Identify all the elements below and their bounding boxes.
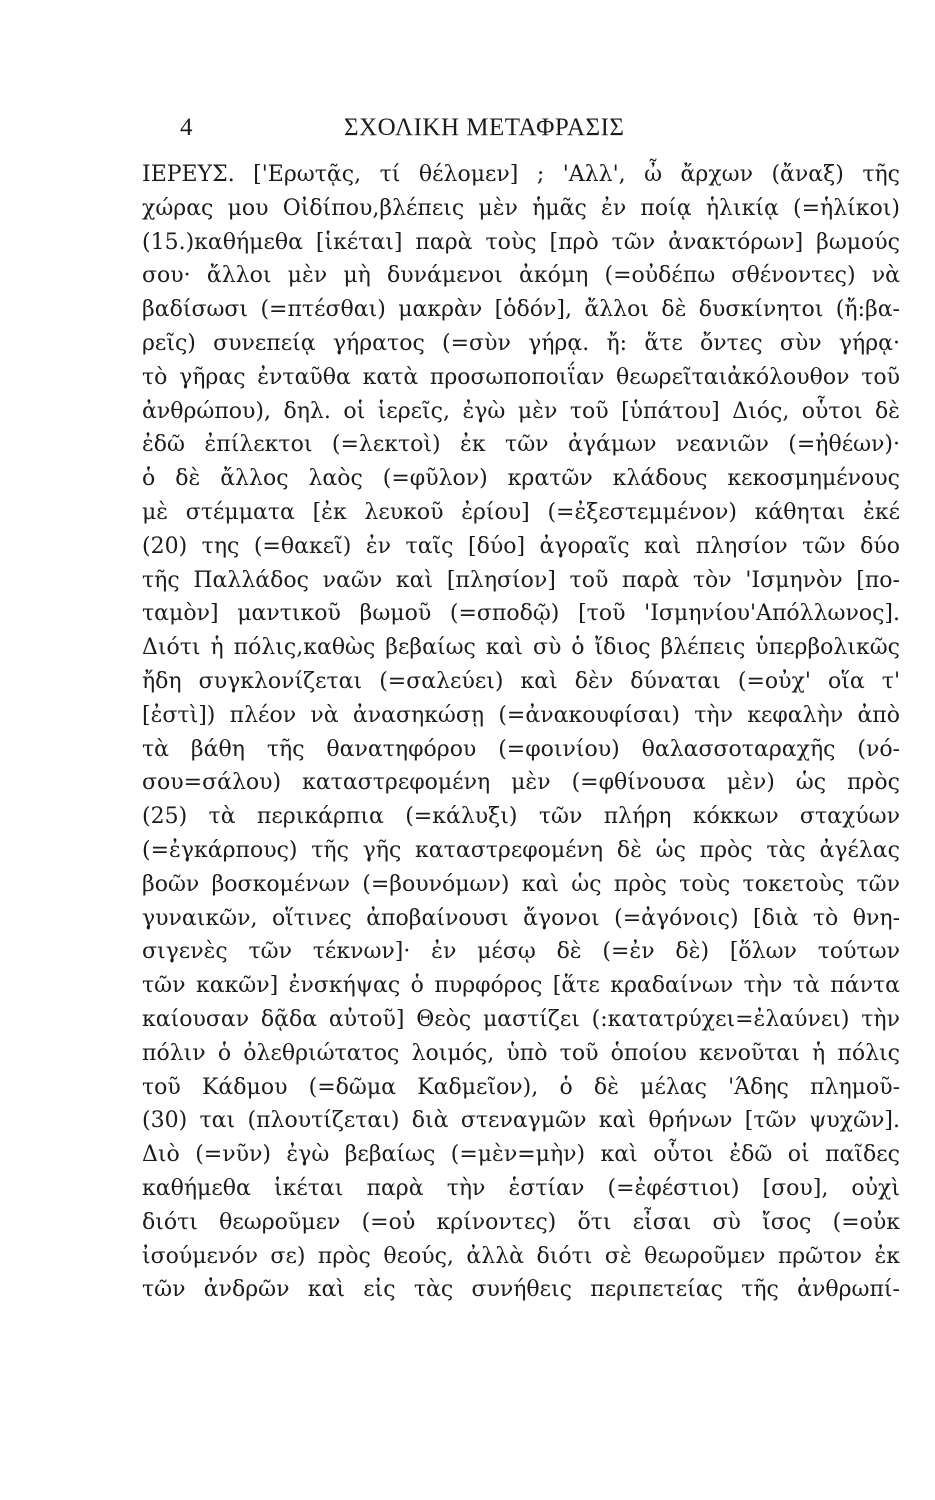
text-line: (30) ται (πλουτίζεται) διὰ στεναγμῶν καὶ θρήνων [τῶν ψυχῶν].: [142, 1108, 900, 1134]
text-line: (15.)καθήμεθα [ἱκέται] παρὰ τοὺς [πρὸ τῶν ἀνακτόρων] βωμούς: [142, 229, 900, 255]
text-line: βοῶν βοσκομένων (=βουνόμων) καὶ ὡς πρὸς τοὺς τοκετοὺς τῶν: [142, 871, 900, 897]
page-header: [0, 108, 935, 148]
text-line: γυναικῶν, οἵτινες ἀποβαίνουσι ἄγονοι (=ἀγόνοις) [διὰ τὸ θνη-: [142, 905, 900, 931]
text-line: ἀνθρώπου), δηλ. οἱ ἱερεῖς, ἐγὼ μὲν τοῦ [ὑπάτου] Διός, οὗτοι δὲ: [142, 398, 900, 424]
text-line: τῶν κακῶν] ἐνσκήψας ὁ πυρφόρος [ἅτε κραδαίνων τὴν τὰ πάντα: [142, 973, 900, 999]
text-line: ἐδῶ ἐπίλεκτοι (=λεκτοὶ) ἐκ τῶν ἀγάμων νεανιῶν (=ἠθέων)·: [142, 432, 900, 458]
text-line: ταμὸν] μαντικοῦ βωμοῦ (=σποδῷ) [τοῦ 'Ισμηνίου'Απόλλωνος].: [142, 601, 900, 627]
text-line: καίουσαν δᾷδα αὐτοῦ] Θεὸς μαστίζει (:κατατρύχει=ἐλαύνει) τὴν: [142, 1006, 900, 1032]
text-line: διότι θεωροῦμεν (=οὐ κρίνοντες) ὅτι εἶσαι σὺ ἴσος (=οὐκ: [142, 1209, 900, 1235]
text-line: ὁ δὲ ἄλλος λαὸς (=φῦλον) κρατῶν κλάδους κεκοσμημένους: [142, 466, 900, 492]
text-line: τῆς Παλλάδος ναῶν καὶ [πλησίον] τοῦ παρὰ τὸν 'Ισμηνὸν [πο-: [142, 567, 900, 593]
text-line: (25) τὰ περικάρπια (=κάλυξι) τῶν πλήρη κόκκων σταχύων: [142, 804, 900, 830]
text-line: τὰ βάθη τῆς θανατηφόρου (=φοινίου) θαλασσοταραχῆς (νό-: [142, 736, 900, 762]
text-line: τῶν ἀνδρῶν καὶ εἰς τὰς συνήθεις περιπετείας τῆς ἀνθρωπί-: [142, 1277, 900, 1303]
text-line: ἰσούμενόν σε) πρὸς θεούς, ἀλλὰ διότι σὲ θεωροῦμεν πρῶτον ἐκ: [142, 1243, 900, 1269]
text-line: τοῦ Κάδμου (=δῶμα Καδμεῖον), ὁ δὲ μέλας 'Άδης πλημοῦ-: [142, 1074, 900, 1100]
text-line: ρεῖς) συνεπείᾳ γήρατος (=σὺν γήρᾳ. ἤ: ἅτε ὄντες σὺν γήρᾳ·: [142, 330, 900, 356]
text-line: (=ἐγκάρπους) τῆς γῆς καταστρεφομένη δὲ ὡς πρὸς τὰς ἀγέλας: [142, 837, 900, 863]
text-line: πόλιν ὁ ὀλεθριώτατος λοιμός, ὑπὸ τοῦ ὁποίου κενοῦται ἡ πόλις: [142, 1040, 900, 1066]
text-line: [ἐστὶ]) πλέον νὰ ἀνασηκώσῃ (=ἀνακουφίσαι) τὴν κεφαλὴν ἀπὸ: [142, 702, 900, 728]
text-line: σιγενὲς τῶν τέκνων]· ἐν μέσῳ δὲ (=ἐν δὲ) [ὅλων τούτων: [142, 939, 900, 965]
text-line: ἤδη συγκλονίζεται (=σαλεύει) καὶ δὲν δύναται (=οὐχ' οἵα τ': [142, 668, 900, 694]
text-line: σου· ἄλλοι μὲν μὴ δυνάμενοι ἀκόμη (=οὐδέπω σθένοντες) νὰ: [142, 263, 900, 289]
running-title: ΣΧΟΛΙΚΗ ΜΕΤΑΦΡΑΣΙΣ: [344, 114, 625, 141]
text-line: βαδίσωσι (=πτέσθαι) μακρὰν [ὁδόν], ἄλλοι δὲ δυσκίνητοι (ἤ:βα-: [142, 297, 900, 323]
text-line: σου=σάλου) καταστρεφομένη μὲν (=φθίνουσα μὲν) ὡς πρὸς: [142, 770, 900, 796]
text-line: Διότι ἡ πόλις,καθὼς βεβαίως καὶ σὺ ὁ ἴδιος βλέπεις ὑπερβολικῶς: [142, 635, 900, 661]
text-line: μὲ στέμματα [ἐκ λευκοῦ ἐρίου] (=ἐξεστεμμένον) κάθηται ἐκέ: [142, 499, 900, 525]
text-line: καθήμεθα ἱκέται παρὰ τὴν ἑστίαν (=ἐφέστιοι) [σου], οὐχὶ: [142, 1175, 900, 1201]
text-line: ΙΕΡΕΥΣ. ['Ερωτᾷς, τί θέλομεν] ; 'Αλλ', ὦ ἄρχων (ἄναξ) τῆς: [142, 162, 900, 187]
body-text: [142, 158, 900, 1307]
text-line: Διὸ (=νῦν) ἐγὼ βεβαίως (=μὲν=μὴν) καὶ οὗτοι ἐδῶ οἱ παῖδες: [142, 1142, 900, 1168]
page-number: 4: [180, 114, 193, 141]
text-line: (20) της (=θακεῖ) ἐν ταῖς [δύο] ἀγοραῖς καὶ πλησίον τῶν δύο: [142, 533, 900, 559]
text-line: τὸ γῆρας ἐνταῦθα κατὰ προσωποποιΐαν θεωρεῖταιἀκόλουθον τοῦ: [142, 364, 900, 390]
text-line: χώρας μου Οἰδίπου,βλέπεις μὲν ἡμᾶς ἐν ποίᾳ ἡλικίᾳ (=ἡλίκοι): [142, 195, 900, 221]
